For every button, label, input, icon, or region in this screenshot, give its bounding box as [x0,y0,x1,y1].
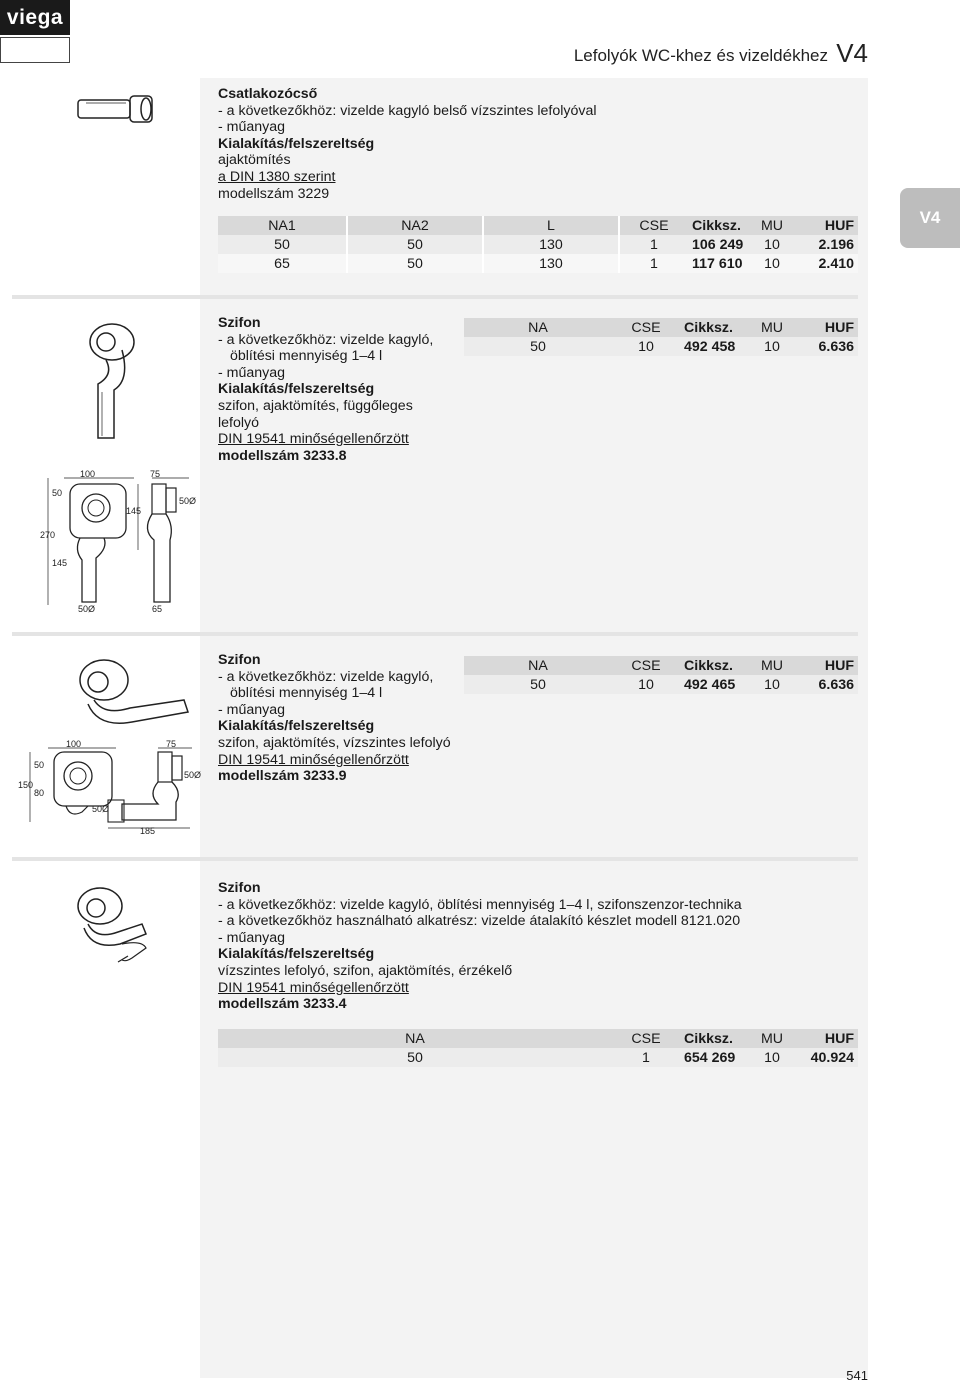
cell: 10 [754,337,790,356]
dim-label: 270 [40,530,56,540]
cell: 106 249 [688,235,754,254]
product-bullet: - a következőkhöz: vizelde kagyló, öblítési mennyiség 1–4 l, szifonszenzor-technika [218,896,742,913]
dim-label: 145 [52,558,68,568]
col-header: CSE [612,1029,680,1048]
col-header: CSE [612,656,680,675]
col-header: HUF [790,656,858,675]
viega-logo: viega [0,0,70,35]
cell: 492 465 [680,675,754,694]
cell: 117 610 [688,254,754,273]
dim-label: 145 [126,506,142,516]
table-header-row [218,216,858,235]
din-link[interactable]: DIN 19541 minőségellenőrzött [218,431,409,448]
col-header: MU [754,656,790,675]
cell: 10 [754,1048,790,1067]
product-1-text [218,86,597,202]
col-header: NA [464,656,612,675]
col-header: NA1 [218,216,346,235]
cell: 50 [218,1048,612,1067]
product-bullet: - a következőkhöz: vizelde kagyló, [218,331,434,348]
product-3-table [464,656,858,694]
connector-pipe-image [76,94,156,126]
product-bullet: - műanyag [218,929,286,946]
cell: 50 [346,235,482,254]
col-header: Cikksz. [680,656,754,675]
cell: 10 [612,337,680,356]
product-bullet: - műanyag [218,119,286,136]
cell: 10 [612,675,680,694]
product-name: Szifon [218,315,261,331]
product-bullet: - a következőkhöz: vizelde kagyló belső vízszintes lefolyóval [218,102,597,119]
dim-label: 75 [166,739,177,749]
dim-label: 150 [18,780,34,790]
design-line: szifon, ajaktömítés, függőleges [218,397,413,414]
cell: 130 [482,254,618,273]
dim-label: 100 [80,469,96,479]
product-1-table [218,216,858,273]
cell: 65 [218,254,346,273]
col-header: MU [754,216,790,235]
dim-label: 50 [52,488,63,498]
cell: 2.196 [790,235,858,254]
dim-label: 100 [66,739,82,749]
product-name: Szifon [218,652,261,668]
design-label: Kialakítás/felszereltség [218,718,375,735]
siphon-vertical-drawing [34,470,204,615]
table-row [218,254,858,273]
cell: 50 [464,675,612,694]
col-header: L [482,216,618,235]
page-number: 541 [846,1368,868,1383]
design-label: Kialakítás/felszereltség [218,946,375,963]
design-label: Kialakítás/felszereltség [218,135,375,152]
product-bullet: - műanyag [218,701,286,718]
model-number: modellszám 3233.9 [218,768,347,785]
dim-label: 50Ø [92,804,110,814]
product-2-text [218,315,433,464]
design-line: vízszintes lefolyó, szifon, ajaktömítés, érzékelő [218,962,513,979]
section-divider [12,632,858,636]
cell: 10 [754,254,790,273]
col-header: MU [754,1029,790,1048]
cell: 1 [618,254,688,273]
table-row [464,675,858,694]
product-3-text [218,652,451,785]
dim-label: 50Ø [184,770,202,780]
section-code: V4 [836,38,868,68]
col-header: NA2 [346,216,482,235]
cell: 492 458 [680,337,754,356]
product-bullet: - műanyag [218,364,286,381]
din-link[interactable]: DIN 19541 minőségellenőrzött [218,979,409,996]
col-header: HUF [790,318,858,337]
side-tab-v4[interactable]: V4 [900,188,960,248]
product-bullet: - a következőkhöz: vizelde kagyló, [218,668,434,685]
model-number: modellszám 3233.8 [218,447,347,464]
col-header: NA [464,318,612,337]
section-divider [12,295,858,299]
design-line: lefolyó [218,414,260,431]
table-header-row [218,1029,858,1048]
product-4-text [218,880,742,1013]
dim-label: 185 [140,826,156,836]
col-header: Cikksz. [680,1029,754,1048]
dim-label: 50Ø [78,604,96,614]
model-number: modellszám 3233.4 [218,996,347,1013]
design-label: Kialakítás/felszereltség [218,381,375,398]
cell: 50 [218,235,346,254]
dim-label: 65 [152,604,163,614]
col-header: Cikksz. [688,216,754,235]
din-link[interactable]: a DIN 1380 szerint [218,168,336,185]
cell: 1 [612,1048,680,1067]
col-header: HUF [790,216,858,235]
cell: 10 [754,235,790,254]
cell: 6.636 [790,337,858,356]
col-header: HUF [790,1029,858,1048]
din-link[interactable]: DIN 19541 minőségellenőrzött [218,751,409,768]
siphon-horizontal-image [74,656,194,726]
page-title: Lefolyók WC-khez és vizeldékhez [573,46,828,65]
dim-label: 75 [150,469,161,479]
logo-frame [0,37,70,63]
product-bullet: - a következőkhöz használható alkatrész: vizelde átalakító készlet modell 8121.020 [218,913,741,930]
product-2-table [464,318,858,356]
cell: 6.636 [790,675,858,694]
cell: 654 269 [680,1048,754,1067]
cell: 10 [754,675,790,694]
cell: 1 [618,235,688,254]
table-header-row [464,318,858,337]
dim-label: 80 [34,788,45,798]
product-bullet: öblítési mennyiség 1–4 l [230,348,383,365]
siphon-horizontal-drawing [18,739,208,836]
product-name: Csatlakozócső [218,86,318,102]
col-header: NA [218,1029,612,1048]
cell: 130 [482,235,618,254]
design-line: szifon, ajaktömítés, vízszintes lefolyó [218,734,451,751]
product-4-table [218,1029,858,1067]
cell: 2.410 [790,254,858,273]
col-header: CSE [618,216,688,235]
table-row [218,235,858,254]
cell: 50 [464,337,612,356]
product-bullet: öblítési mennyiség 1–4 l [230,685,383,702]
col-header: MU [754,318,790,337]
siphon-vertical-image [84,320,144,442]
cell: 50 [346,254,482,273]
section-divider [12,857,858,861]
design-line: ajaktömítés [218,152,291,169]
table-row [464,337,858,356]
col-header: Cikksz. [680,318,754,337]
table-row [218,1048,858,1067]
model-number: modellszám 3229 [218,185,330,202]
cell: 40.924 [790,1048,858,1067]
col-header: CSE [612,318,680,337]
dim-label: 50Ø [179,496,197,506]
table-header-row [464,656,858,675]
dim-label: 50 [34,760,45,770]
siphon-sensor-image [72,884,162,964]
product-name: Szifon [218,880,261,896]
